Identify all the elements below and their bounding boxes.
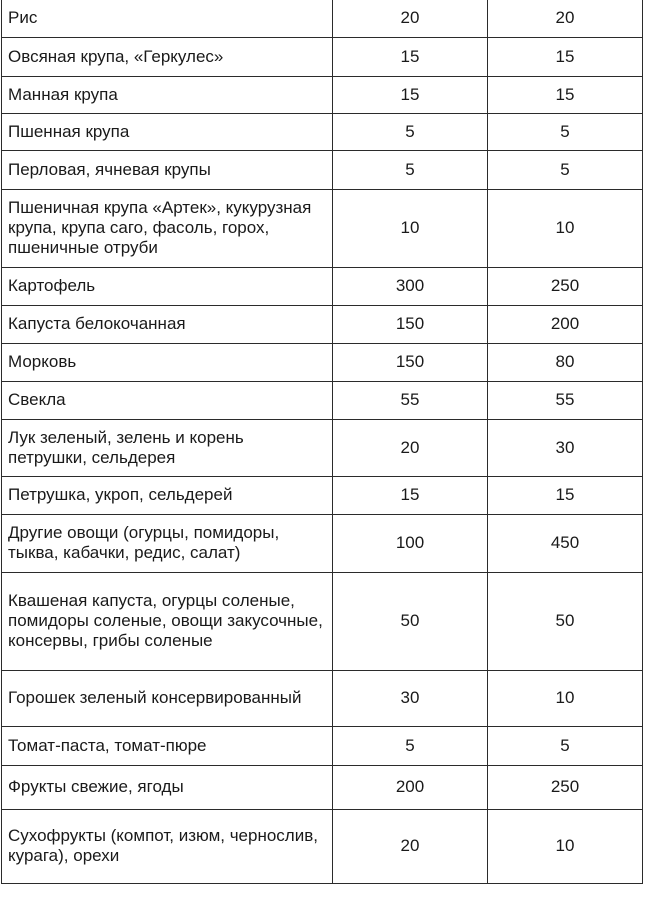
product-name-cell: Свекла: [2, 381, 333, 419]
table-row: [2, 670, 643, 726]
amount-col2-cell: 10: [488, 189, 643, 267]
table-row: [2, 572, 643, 670]
amount-col1-cell: 5: [333, 726, 488, 765]
product-name-cell: Овсяная крупа, «Геркулес»: [2, 37, 333, 76]
amount-col1-cell: 20: [333, 419, 488, 476]
table-row: [2, 189, 643, 267]
amount-col1-cell: 50: [333, 572, 488, 670]
product-name-cell: Пшеничная крупа «Артек», кукурузная крупа, крупа саго, фасоль, горох, пшеничные отруби: [2, 189, 333, 267]
amount-col1-cell: 10: [333, 189, 488, 267]
amount-col2-cell: 80: [488, 343, 643, 381]
product-name-cell: Квашеная капуста, огурцы соленые, помидоры соленые, овощи закусочные, консервы, грибы соленые: [2, 572, 333, 670]
amount-col2-cell: 10: [488, 670, 643, 726]
amount-col1-cell: 300: [333, 267, 488, 305]
table-row: [2, 726, 643, 765]
table-row: [2, 419, 643, 476]
table-row: [2, 0, 643, 37]
product-name-cell: Пшенная крупа: [2, 113, 333, 150]
table-row: [2, 809, 643, 883]
amount-col2-cell: 10: [488, 809, 643, 883]
amount-col2-cell: 250: [488, 267, 643, 305]
product-name-cell: Манная крупа: [2, 76, 333, 113]
amount-col2-cell: 5: [488, 150, 643, 189]
amount-col1-cell: 15: [333, 37, 488, 76]
amount-col1-cell: 30: [333, 670, 488, 726]
table-row: [2, 150, 643, 189]
product-name-cell: Лук зеленый, зелень и корень петрушки, сельдерея: [2, 419, 333, 476]
table-row: [2, 305, 643, 343]
amount-col1-cell: 15: [333, 476, 488, 514]
amount-col1-cell: 100: [333, 514, 488, 572]
amount-col1-cell: 20: [333, 0, 488, 37]
amount-col1-cell: 15: [333, 76, 488, 113]
product-name-cell: Петрушка, укроп, сельдерей: [2, 476, 333, 514]
amount-col2-cell: 200: [488, 305, 643, 343]
amount-col2-cell: 20: [488, 0, 643, 37]
table-row: [2, 76, 643, 113]
product-name-cell: Перловая, ячневая крупы: [2, 150, 333, 189]
amount-col2-cell: 450: [488, 514, 643, 572]
amount-col2-cell: 30: [488, 419, 643, 476]
product-name-cell: Капуста белокочанная: [2, 305, 333, 343]
amount-col2-cell: 15: [488, 37, 643, 76]
amount-col2-cell: 15: [488, 476, 643, 514]
table-row: [2, 113, 643, 150]
amount-col1-cell: 200: [333, 765, 488, 809]
table-row: [2, 37, 643, 76]
product-name-cell: Морковь: [2, 343, 333, 381]
product-name-cell: Рис: [2, 0, 333, 37]
amount-col2-cell: 5: [488, 726, 643, 765]
amount-col1-cell: 5: [333, 113, 488, 150]
amount-col1-cell: 5: [333, 150, 488, 189]
product-name-cell: Другие овощи (огурцы, помидоры, тыква, кабачки, редис, салат): [2, 514, 333, 572]
table-row: [2, 514, 643, 572]
table-row: [2, 267, 643, 305]
amount-col2-cell: 15: [488, 76, 643, 113]
product-name-cell: Томат-паста, томат-пюре: [2, 726, 333, 765]
product-name-cell: Горошек зеленый консервированный: [2, 670, 333, 726]
table-body: [2, 0, 643, 883]
table-row: [2, 343, 643, 381]
food-norms-table: [1, 0, 643, 884]
amount-col1-cell: 150: [333, 305, 488, 343]
amount-col1-cell: 150: [333, 343, 488, 381]
amount-col1-cell: 55: [333, 381, 488, 419]
amount-col2-cell: 5: [488, 113, 643, 150]
amount-col2-cell: 55: [488, 381, 643, 419]
amount-col2-cell: 50: [488, 572, 643, 670]
table-row: [2, 765, 643, 809]
product-name-cell: Сухофрукты (компот, изюм, чернослив, курага), орехи: [2, 809, 333, 883]
product-name-cell: Картофель: [2, 267, 333, 305]
product-name-cell: Фрукты свежие, ягоды: [2, 765, 333, 809]
table-row: [2, 476, 643, 514]
amount-col2-cell: 250: [488, 765, 643, 809]
table-row: [2, 381, 643, 419]
amount-col1-cell: 20: [333, 809, 488, 883]
